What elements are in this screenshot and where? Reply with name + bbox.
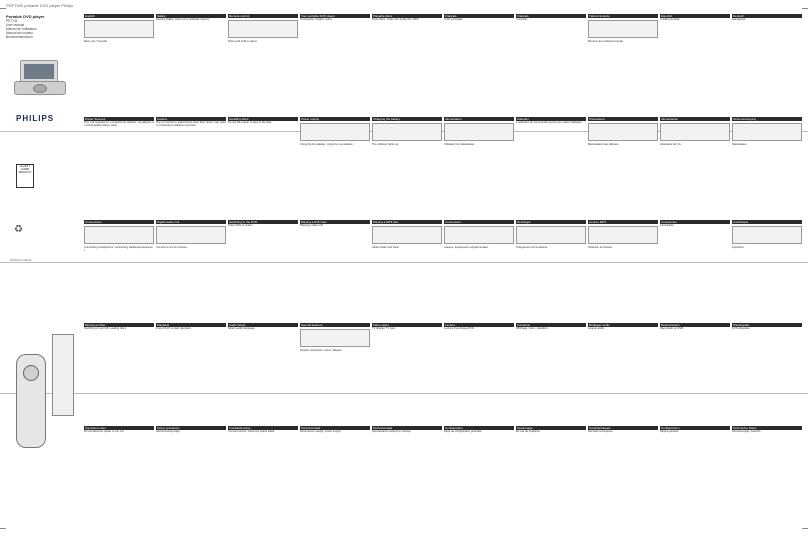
section-heading: Conexiones	[660, 220, 730, 224]
section-body: Connecting headphones. Connecting additional equipment.	[84, 246, 154, 253]
section-heading: Playing a DVD disc	[300, 220, 370, 224]
section-body: Données techniques.	[588, 430, 614, 433]
section-heading: English	[84, 14, 154, 18]
section-heading: Alimentation	[444, 117, 514, 121]
manual-section	[156, 117, 226, 217]
section-heading: Anschlüsse	[732, 220, 802, 224]
section-body: Press and hold to select.	[228, 40, 258, 43]
section-body: Do not affix paper or tape to the disc.	[228, 121, 273, 124]
manual-column	[660, 14, 730, 530]
manual-section	[516, 220, 586, 320]
manual-section	[228, 117, 298, 217]
section-body: Unidad principal	[660, 18, 680, 21]
section-body: Casque, équipement supplémentaire.	[444, 246, 489, 249]
section-heading: Français	[516, 14, 586, 18]
section-body: Select audio language.	[228, 327, 256, 330]
section-heading: Playback	[156, 323, 226, 327]
section-heading: Lecture	[444, 323, 514, 327]
section-body: Connect to an AV receiver.	[156, 246, 188, 249]
section-figure	[84, 226, 154, 244]
manual-section	[84, 14, 154, 114]
section-heading: Reproducción	[660, 323, 730, 327]
section-body: Specifications subject to change.	[372, 430, 412, 433]
section-heading: Lecture MP3	[588, 220, 658, 224]
section-body: The indicator lights up.	[372, 143, 400, 146]
section-figure	[444, 123, 514, 141]
manual-section	[84, 117, 154, 217]
section-body: Use of controls or adjustments other than herein may result in hazardous radiation exposure.	[156, 121, 226, 128]
section-heading: Handling discs	[228, 117, 298, 121]
section-body: Página general.	[660, 430, 679, 433]
section-heading: Your portable DVD player	[300, 14, 370, 18]
manual-section	[372, 426, 442, 526]
section-body: If a fault occurs, check the points listed.	[228, 430, 275, 433]
manual-section	[444, 426, 514, 526]
section-heading: Wiedergabe	[732, 323, 802, 327]
section-figure	[372, 123, 442, 141]
manual-section	[228, 14, 298, 114]
section-heading: Français	[444, 14, 514, 18]
section-body: L'utilisation de commandes autres que celles indiquées.	[516, 121, 583, 124]
manual-section	[300, 117, 370, 217]
section-heading: Précautions	[588, 117, 658, 121]
manual-section	[84, 426, 154, 526]
section-heading: Dépannage	[516, 426, 586, 430]
manual-column	[228, 14, 298, 530]
section-figure	[732, 123, 802, 141]
manual-section	[660, 220, 730, 320]
section-figure	[228, 20, 298, 38]
manual-section	[660, 323, 730, 423]
section-heading: Télécommande	[588, 14, 658, 18]
section-figure	[588, 226, 658, 244]
section-body: Main unit / Controls	[84, 40, 108, 43]
section-body: Dimensions, weight, power supply.	[300, 430, 342, 433]
manual-section	[228, 323, 298, 423]
manual-section	[588, 323, 658, 423]
section-heading: Digital Audio Out	[156, 220, 226, 224]
section-body: Adaptador de CA.	[660, 143, 682, 146]
section-body: Contrôles	[516, 18, 528, 21]
brand-logo: PHILIPS	[16, 114, 55, 123]
section-body: This unit operates on a supplied AC adapter, car adaptor or rechargeable battery pack.	[84, 121, 154, 128]
manual-section	[444, 14, 514, 114]
manual-section	[732, 14, 802, 114]
section-heading: Special features	[300, 323, 370, 327]
manual-section	[84, 220, 154, 320]
manual-section	[660, 14, 730, 114]
section-heading: Configuration	[444, 426, 514, 430]
section-heading: Attention	[516, 117, 586, 121]
manual-section	[588, 117, 658, 217]
section-heading: Playing a MP3 disc	[372, 220, 442, 224]
manual-section	[156, 323, 226, 423]
section-body: Abmessungen, Gewicht.	[732, 430, 762, 433]
manual-section	[588, 220, 658, 320]
crop-mark	[0, 8, 6, 9]
section-body: En cas de problème.	[516, 430, 541, 433]
section-heading: Video setup	[372, 323, 442, 327]
section-body: Langue audio.	[588, 327, 606, 330]
section-body: Kopfhörer.	[732, 246, 745, 249]
product-title: Portable DVD player	[6, 14, 45, 19]
section-body: Do not allow the power to run out.	[84, 430, 125, 433]
section-heading: Stromversorgung	[732, 117, 802, 121]
manual-section	[300, 220, 370, 320]
section-figure	[660, 123, 730, 141]
manual-column	[300, 14, 370, 530]
section-body: Boutons de la télécommande.	[588, 40, 624, 43]
manual-column	[156, 14, 226, 530]
manual-column	[732, 14, 802, 530]
manual-section	[588, 14, 658, 114]
manual-lang: Benutzerhandbuch	[6, 35, 33, 39]
manual-section	[156, 426, 226, 526]
manual-section	[228, 220, 298, 320]
section-figure	[372, 226, 442, 244]
section-heading: Configuración	[660, 426, 730, 430]
section-heading: Moving on Disc	[84, 323, 154, 327]
manual-section	[516, 323, 586, 423]
manual-section	[660, 117, 730, 217]
section-body: Page de configuration générale.	[444, 430, 483, 433]
section-body: Chargement de la batterie.	[516, 246, 548, 249]
manual-column	[588, 14, 658, 530]
section-figure	[300, 329, 370, 347]
section-heading: Technical data	[372, 426, 442, 430]
manual-lang: User manual	[6, 23, 25, 27]
remote-illustration	[16, 354, 46, 448]
section-figure	[156, 226, 226, 244]
section-body: Auriculares.	[660, 224, 675, 227]
manual-section	[732, 323, 802, 423]
section-heading: Safety	[156, 14, 226, 18]
crop-mark	[802, 528, 808, 529]
section-body: Playing a video CD.	[300, 224, 324, 227]
section-body: DVD-Video, Video CD, Audio CD, MP3.	[372, 18, 419, 21]
section-figure	[588, 123, 658, 141]
section-body: Hauptgerät	[732, 18, 746, 21]
manual-section	[300, 323, 370, 423]
section-heading: Caution	[156, 117, 226, 121]
manual-section	[732, 117, 802, 217]
section-figure	[588, 20, 658, 38]
section-body: DVD abspielen.	[732, 327, 751, 330]
section-heading: Español	[660, 14, 730, 18]
section-body: Utilisation de l'adaptateur.	[444, 143, 475, 146]
manual-lang: Manual del usuario	[6, 31, 33, 35]
section-heading: Recharger	[516, 220, 586, 224]
print-origin: Printed in China	[10, 258, 32, 262]
section-body: Using the AC adapter. Using the car adapter.	[300, 143, 354, 146]
player-illustration	[14, 60, 64, 96]
manual-column	[372, 14, 442, 530]
section-body: Unité principale	[444, 18, 463, 21]
section-body: Display information. Zoom. Repeat.	[300, 349, 343, 352]
section-heading: Important notes	[84, 426, 154, 430]
manual-section	[444, 323, 514, 423]
section-heading: Fonctions	[516, 323, 586, 327]
section-heading: Troubleshooting	[228, 426, 298, 430]
manual-section	[444, 117, 514, 217]
manual-section	[156, 14, 226, 114]
manual-column	[84, 14, 154, 530]
section-body: Lecture d'un disque DVD.	[444, 327, 475, 330]
manual-section	[372, 14, 442, 114]
section-body: Switching on and off. Loading discs.	[84, 327, 127, 330]
section-heading: Power Sources	[84, 117, 154, 121]
manual-column	[444, 14, 514, 530]
section-body: Netzadapter.	[732, 143, 748, 146]
manual-section	[372, 220, 442, 320]
manual-section	[660, 426, 730, 526]
laser-label: CLASS 1 LASER PRODUCT	[16, 164, 34, 188]
manual-section	[372, 117, 442, 217]
section-heading: Switching to the DVD	[228, 220, 298, 224]
section-body: Introduction. Region codes.	[300, 18, 333, 21]
manual-column	[516, 14, 586, 530]
section-figure	[84, 20, 154, 38]
section-body: TV display, TV type.	[372, 327, 396, 330]
section-body: Affichage, zoom, répétition.	[516, 327, 549, 330]
print-header: PDP7000 portable DVD player Philips	[6, 3, 74, 8]
manual-section	[732, 220, 802, 320]
section-body: Sélection du dossier.	[588, 246, 613, 249]
section-body: Manipulation des disques.	[588, 143, 620, 146]
manual-section	[516, 14, 586, 114]
manual-section	[84, 323, 154, 423]
section-heading: Technical data	[300, 426, 370, 430]
section-body: Press PLAY to start playback.	[156, 327, 192, 330]
section-heading: Setup operations	[156, 426, 226, 430]
manual-section	[156, 220, 226, 320]
section-figure	[444, 226, 514, 244]
manual-section	[372, 323, 442, 423]
section-figure	[732, 226, 802, 244]
recycle-icon: ♻	[14, 224, 23, 235]
section-heading: Connections	[84, 220, 154, 224]
manual-section	[444, 220, 514, 320]
section-heading: Audio Setup	[228, 323, 298, 327]
section-heading: Power supply	[300, 117, 370, 121]
section-body: Select folder and track.	[372, 246, 400, 249]
section-heading: Alimentación	[660, 117, 730, 121]
manual-section	[516, 426, 586, 526]
section-body: Press DVD to select.	[228, 224, 253, 227]
section-heading: Réglages audio	[588, 323, 658, 327]
player-side-illustration	[52, 334, 74, 416]
section-body: General setup page.	[156, 430, 181, 433]
cover-panel	[6, 14, 78, 530]
crop-mark	[802, 8, 808, 9]
manual-section	[732, 426, 802, 526]
section-heading: Caractéristiques	[588, 426, 658, 430]
manual-section	[300, 14, 370, 114]
manual-section	[516, 117, 586, 217]
section-heading: Playable discs	[372, 14, 442, 18]
section-heading: Charging the battery	[372, 117, 442, 121]
manual-lang: Manuel de l'utilisateur	[6, 27, 37, 31]
section-heading: Remote control	[228, 14, 298, 18]
model-number: PET741	[6, 19, 18, 23]
section-figure	[300, 123, 370, 141]
manual-section	[228, 426, 298, 526]
section-heading: Deutsch	[732, 14, 802, 18]
manual-section	[588, 426, 658, 526]
section-body: Reproducir un DVD.	[660, 327, 685, 330]
section-figure	[516, 226, 586, 244]
manual-section	[300, 426, 370, 526]
section-body: Hearing Safety. Listen at a moderate volume.	[156, 18, 210, 21]
section-heading: Connexions	[444, 220, 514, 224]
section-heading: Technische Daten	[732, 426, 802, 430]
